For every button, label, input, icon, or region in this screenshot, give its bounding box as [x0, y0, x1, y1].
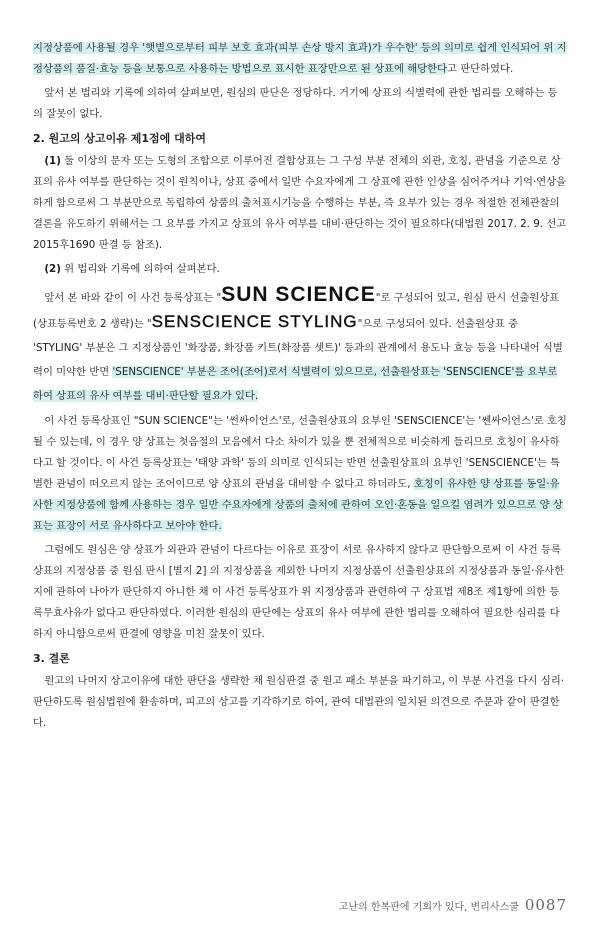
text-span: 둘 이상의 문자 또는 도형의 조합으로 이루어진 결합상표는 그 구성 부분 전체의 외관, 호칭, 관념을 기준으로 상표의 유사 여부를 판단하는 것이 원칙이나, 상표 중에서 일반 수요자에게 그 상표에 관한 인상을 심어주거나 기억·연상을 하게 함으로써 그 부분만으로 독립하여 상품의 출처표시기능을 수행하는 부분, 즉 요부가 있는 경우 적절한 전체관찰의 결론을 유도하기 위해서는 그 요부를 가지고 상표의 유사 여부를 대비·판단하는 것이 필요하다(대법원 2017. 2. 9. 선고 2015후1690 판결 등 참조).	[33, 155, 567, 251]
item-number: (1)	[44, 155, 61, 167]
paragraph-continued	[33, 38, 567, 80]
text-span: "으로 구성되어 있다. 선출원상표 중 'STYLING' 부분은 그 지정상품인 '화장품, 화장품 키트(화장품 셋트)' 등과의 관계에서 용도나 효능 등을 나타내어 식별력이 미약한 반면	[33, 318, 563, 378]
text-span: 앞서 본 바와 같이 이 사건 등록상표는 "	[44, 292, 222, 304]
paragraph-marks	[33, 283, 567, 408]
footer-text: 고난의 한복판에 기회가 있다, 변리사스쿨	[338, 902, 519, 913]
page-number: 0087	[524, 896, 567, 914]
highlight-text: 호칭이 유사한 양 상표를 동일·유사한 지정상품에 함께 사용하는 경우 일반 수요자에게 상품의 출처에 관하여 오인·혼동을 일으킬 염려가 있으므로 양 상표는 표장이 서로 유사하다고 보아야 한다.	[33, 478, 563, 532]
paragraph: 앞서 본 법리와 기록에 의하여 살펴보면, 원심의 판단은 정당하다. 거기에 상표의 식별력에 관한 법리를 오해하는 등의 잘못이 없다.	[33, 87, 558, 120]
paragraph-conclusion: 원고의 나머지 상고이유에 대한 판단을 생략한 채 원심판결 중 원고 패소 부분을 파기하고, 이 부분 사건을 다시 심리·판단하도록 원심법원에 환송하며, 피고의 상고를 기각하기로 하여, 관여 대법관의 일치된 의견으로 주문과 같이 판결한다.	[33, 675, 565, 729]
registered-mark-image: SUN SCIENCE	[221, 283, 376, 306]
text-span: "로 구성되어 있고, 원심 판시 선출원상표(상표등록번호 2 생략)는 "	[33, 292, 560, 330]
text-span: 이 사건 등록상표인 "SUN SCIENCE"는 '썬싸이언스'로, 선출원상표의 요부인 'SENSCIENCE'는 '쎈싸이언스'로 호칭될 수 있는데, 이 경우 양 상표는 첫음절의 모음에서 다소 차이가 있을 뿐 전체적으로 비슷하게 들리므로 호칭이 유사하다고 할 것이다. 이 사건 등록상표는 '태양 과학' 등의 의미로 인식되는 반면 선출원상표의 요부인 'SENSCIENCE'는 특별한 관념이 떠오르지 않는 조어이므로 양 상표의 관념을 대비할 수 없다고 하더라도,	[33, 415, 567, 490]
document-body	[33, 38, 567, 734]
highlight-text: 'SENSCIENCE' 부분은 조어(조어)로서 식별력이 있으므로, 선출원상표는 'SENSCIENCE'를 요부로 하여 상표의 유사 여부를 대비·판단할 필요가 있다.	[33, 366, 558, 402]
paragraph-legal-principle	[33, 151, 567, 256]
paragraph-similarity	[33, 411, 567, 537]
text-span: 위 법리와 기록에 의하여 살펴본다.	[60, 263, 220, 275]
text-span: 고 판단하였다.	[446, 63, 514, 75]
item-number: (2)	[44, 263, 61, 275]
section-heading-3: 3. 결론	[33, 652, 70, 665]
paragraph-examination	[33, 259, 567, 280]
prior-mark-image: SENSCIENCE STYLING	[151, 312, 358, 331]
section-heading-2: 2. 원고의 상고이유 제1점에 대하여	[33, 132, 206, 145]
page-footer	[339, 895, 567, 918]
highlight-text: 지정상품에 사용될 경우 '햇볕으로부터 피부 보호 효과(피부 손상 방지 효과)가 우수한' 등의 의미로 쉽게 인식되어 위 지정상품의 품질·효능 등을 보통으로 사용하는 방법으로 표시한 표장만으로 된 상표에 해당한다	[33, 42, 567, 75]
paragraph-error: 그럼에도 원심은 양 상표가 외관과 관념이 다르다는 이유로 표장이 서로 유사하지 않다고 판단함으로써 이 사건 등록상표의 지정상품 중 원심 판시 [별지 2] 의 지정상품을 제외한 나머지 지정상품이 선출원상표의 지정상품과 동일·유사한지에 관하여 나아가 판단하지 아니한 채 이 사건 등록상표가 위 지정상품과 관련하여 구 상표법 제8조 제1항에 의한 등록무효사유가 없다고 판단하였다. 이러한 원심의 판단에는 상표의 유사 여부에 관한 법리를 오해하여 필요한 심리를 다하지 아니함으로써 판결에 영향을 미친 잘못이 있다.	[33, 544, 565, 640]
